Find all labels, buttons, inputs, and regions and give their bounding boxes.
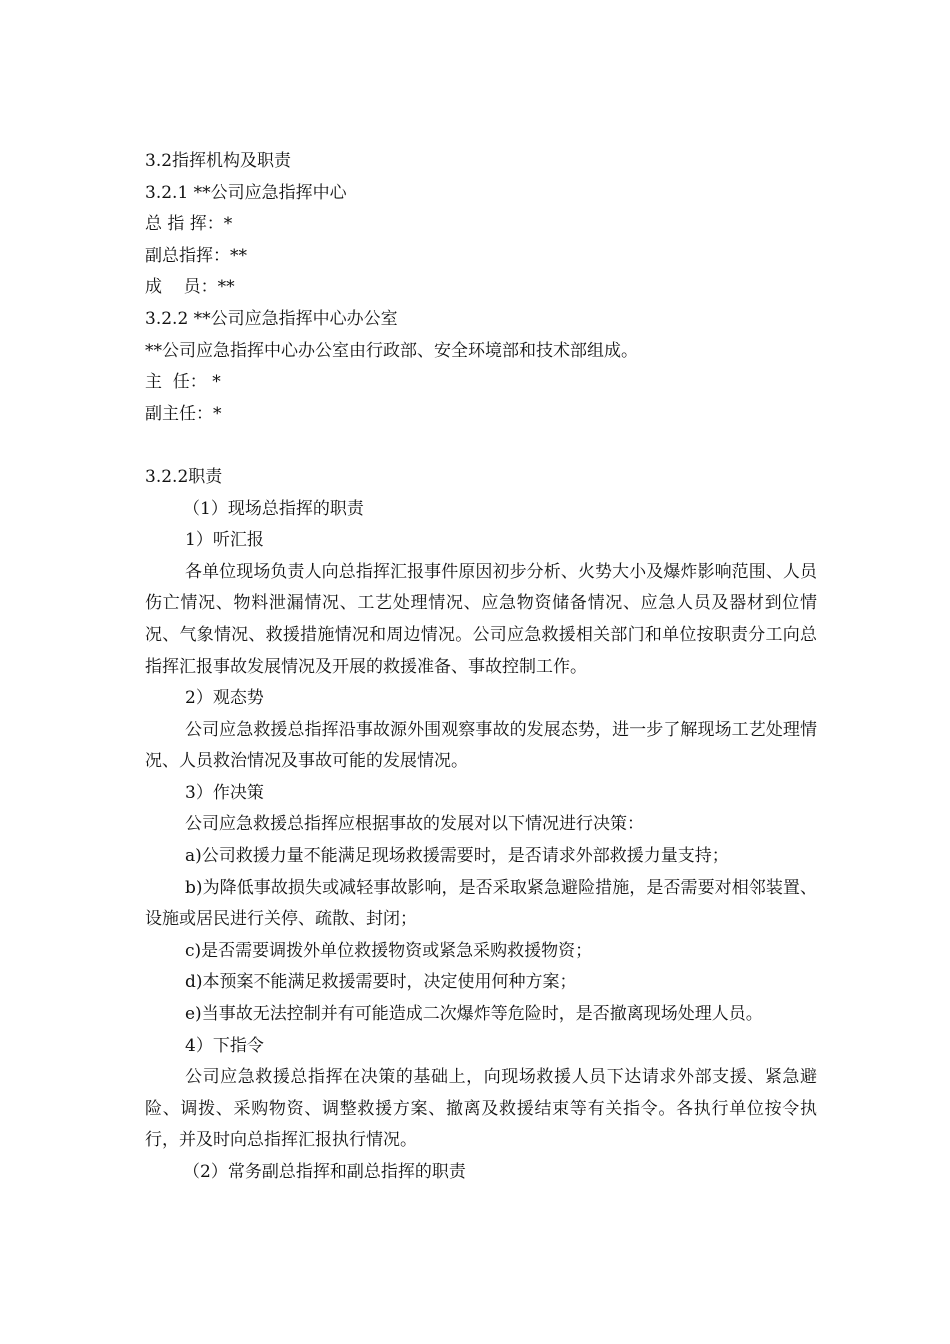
step-3-title: 3）作决策: [185, 782, 264, 803]
decision-item-a: a)公司救援力量不能满足现场救援需要时，是否请求外部救援力量支持；: [185, 846, 729, 867]
decision-item-c: c)是否需要调拨外单位救援物资或紧急采购救援物资；: [185, 940, 593, 961]
step-4-title: 4）下指令: [185, 1035, 264, 1056]
director-line: 主 任： *: [145, 372, 221, 393]
decision-item-d: d)本预案不能满足救援需要时，决定使用何种方案；: [185, 972, 577, 993]
section-heading-3-2-1: 3.2.1 **公司应急指挥中心: [145, 182, 347, 203]
chief-commander-line: 总 指 挥：*: [145, 214, 233, 235]
decision-item-b: b)为降低事故损失或减轻事故影响，是否采取紧急避险措施，是否需要对相邻装置、设施或居民进行关停、疏散、封闭；: [145, 877, 817, 930]
decision-item-e: e)当事故无法控制并有可能造成二次爆炸等危险时，是否撤离现场处理人员。: [185, 1004, 763, 1025]
duty-2-title: （2）常务副总指挥和副总指挥的职责: [183, 1162, 466, 1182]
step-1-title: 1）听汇报: [185, 530, 264, 551]
section-heading-3-2-2-office: 3.2.2 **公司应急指挥中心办公室: [145, 308, 398, 329]
deputy-director-line: 副主任：*: [145, 403, 222, 424]
duty-1-title: （1）现场总指挥的职责: [183, 498, 364, 519]
step-1-body: 各单位现场负责人向总指挥汇报事件原因初步分析、火势大小及爆炸影响范围、人员伤亡情况、物料泄漏情况、工艺处理情况、应急物资储备情况、应急人员及器材到位情况、气象情况、救援措施情况和周边情况。公司应急救援相关部门和单位按职责分工向总指挥汇报事故发展情况及开展的救援准备、事故控制工作。: [145, 561, 817, 677]
section-heading-3-2-2-duties: 3.2.2职责: [145, 466, 223, 487]
office-description: **公司应急指挥中心办公室由行政部、安全环境部和技术部组成。: [145, 340, 638, 361]
deputy-chief-line: 副总指挥：**: [145, 245, 247, 266]
step-4-body: 公司应急救援总指挥在决策的基础上，向现场救援人员下达请求外部支援、紧急避险、调拨、采购物资、调整救援方案、撤离及救援结束等有关指令。各执行单位按令执行，并及时向总指挥汇报执行情况。: [145, 1067, 817, 1151]
document-body: [145, 146, 817, 1189]
section-heading-3-2: 3.2指挥机构及职责: [145, 151, 292, 171]
blank-line: [145, 430, 817, 462]
members-line: 成 员：**: [145, 277, 235, 298]
step-2-body: 公司应急救援总指挥沿事故源外围观察事故的发展态势，进一步了解现场工艺处理情况、人员救治情况及事故可能的发展情况。: [145, 719, 817, 772]
step-2-title: 2）观态势: [185, 688, 264, 709]
step-3-body: 公司应急救援总指挥应根据事故的发展对以下情况进行决策：: [185, 814, 644, 835]
